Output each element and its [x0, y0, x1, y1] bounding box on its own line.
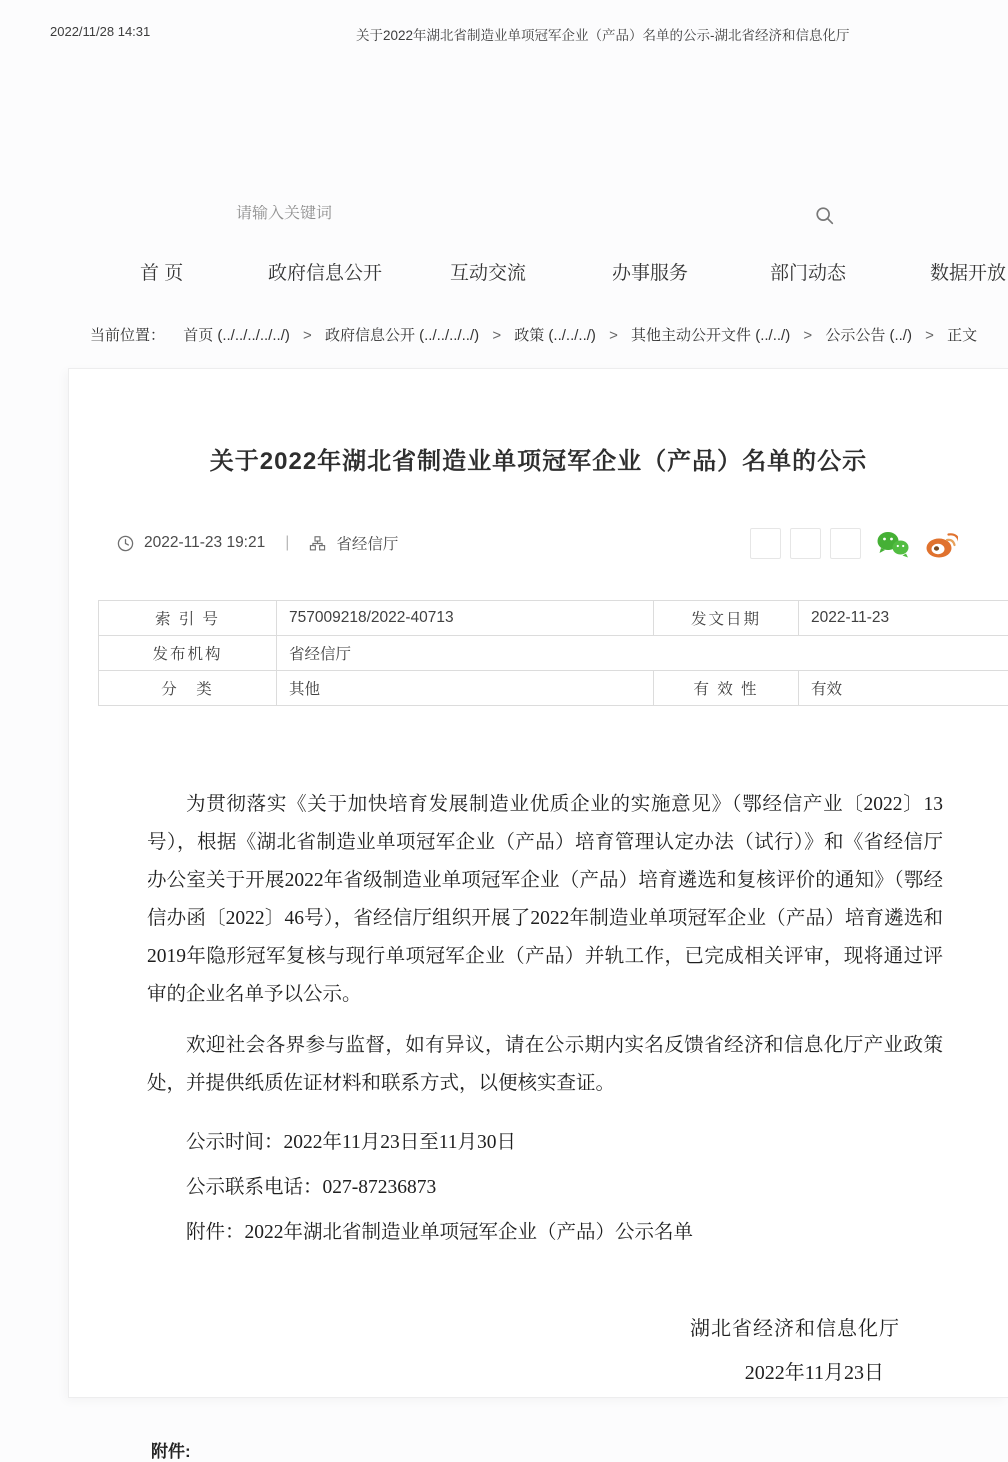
table-row — [99, 636, 1008, 671]
signature-date: 2022年11月23日 — [69, 1356, 1008, 1385]
article-meta — [117, 532, 398, 554]
breadcrumb-separator: > — [303, 327, 312, 344]
print-header — [0, 24, 1008, 44]
article-meta-row — [117, 528, 958, 562]
document-info-table — [98, 600, 1008, 706]
breadcrumb-separator: > — [803, 327, 812, 344]
breadcrumb-gov-info[interactable]: 政府信息公开 (../../../../) — [325, 327, 479, 344]
breadcrumb-separator: > — [609, 327, 618, 344]
category-label: 分 类 — [99, 671, 277, 706]
org-icon — [309, 535, 326, 552]
weibo-icon — [925, 529, 958, 559]
nav-item-interaction[interactable]: 互动交流 — [450, 258, 526, 285]
main-nav — [0, 258, 1008, 288]
publish-time-line: 公示时间：2022年11月23日至11月30日 — [147, 1124, 943, 1162]
clock-icon — [117, 535, 134, 552]
publish-source: 省经信厅 — [336, 532, 398, 554]
meta-separator: | — [285, 534, 289, 552]
table-row — [99, 601, 1008, 636]
signature-org: 湖北省经济和信息化厅 — [69, 1312, 1008, 1341]
nav-item-home[interactable]: 首 页 — [140, 258, 183, 285]
signature-block — [69, 1312, 1008, 1385]
nav-item-services[interactable]: 办事服务 — [612, 258, 688, 285]
wechat-share-button[interactable] — [875, 529, 911, 559]
search-bar — [218, 196, 858, 236]
attachment-line: 附件：2022年湖北省制造业单项冠军企业（产品）公示名单 — [147, 1214, 943, 1252]
validity-value: 有效 — [799, 671, 1008, 706]
search-button[interactable] — [814, 205, 836, 227]
attachment-section-label: 附件: — [151, 1437, 1008, 1462]
share-placeholder-button[interactable] — [750, 528, 781, 559]
paragraph: 欢迎社会各界参与监督，如有异议，请在公示期内实名反馈省经济和信息化厅产业政策处，并提供纸质佐证材料和联系方式，以便核实查证。 — [147, 1027, 943, 1103]
publisher-value: 省经信厅 — [277, 636, 1008, 671]
search-input[interactable] — [236, 205, 776, 223]
breadcrumb — [90, 324, 1004, 345]
nav-item-open-data[interactable]: 数据开放 — [930, 258, 1006, 285]
search-icon — [814, 205, 836, 227]
wechat-icon — [875, 529, 911, 559]
index-number-value: 757009218/2022-40713 — [277, 601, 654, 636]
weibo-share-button[interactable] — [925, 529, 958, 559]
article-card — [68, 368, 1008, 1398]
validity-label: 有 效 性 — [654, 671, 799, 706]
breadcrumb-current: 正文 — [947, 327, 977, 344]
publish-datetime: 2022-11-23 19:21 — [144, 534, 265, 552]
article-title: 关于2022年湖北省制造业单项冠军企业（产品）名单的公示 — [69, 441, 1008, 476]
breadcrumb-home[interactable]: 首页 (../../../../../) — [183, 327, 290, 344]
breadcrumb-separator: > — [492, 327, 501, 344]
issue-date-value: 2022-11-23 — [799, 601, 1008, 636]
share-toolbar — [741, 528, 958, 559]
print-header-datetime: 2022/11/28 14:31 — [50, 24, 150, 39]
table-row — [99, 671, 1008, 706]
breadcrumb-announcements[interactable]: 公示公告 (../) — [825, 327, 912, 344]
index-number-label: 索 引 号 — [99, 601, 277, 636]
nav-item-dept-news[interactable]: 部门动态 — [770, 258, 846, 285]
paragraph: 为贯彻落实《关于加快培育发展制造业优质企业的实施意见》（鄂经信产业〔2022〕13号），根据《湖北省制造业单项冠军企业（产品）培育管理认定办法（试行）》和《省经信厅办公室关于开展2022年省级制造业单项冠军企业（产品）培育遴选和复核评价的通知》（鄂经信办函〔2022〕46号），省经信厅组织开展了2022年制造业单项冠军企业（产品）培育遴选和2019年隐形冠军复核与现行单项冠军企业（产品）并轨工作，已完成相关评审，现将通过评审的企业名单予以公示。 — [147, 786, 943, 1014]
category-value: 其他 — [277, 671, 654, 706]
issue-date-label: 发文日期 — [654, 601, 799, 636]
print-header-page-title: 关于2022年湖北省制造业单项冠军企业（产品）名单的公示-湖北省经济和信息化厅 — [356, 24, 850, 44]
contact-phone-line: 公示联系电话：027-87236873 — [147, 1169, 943, 1207]
breadcrumb-policy[interactable]: 政策 (../../../) — [514, 327, 596, 344]
nav-item-gov-info[interactable]: 政府信息公开 — [268, 258, 382, 285]
breadcrumb-other-open-docs[interactable]: 其他主动公开文件 (../../) — [631, 327, 790, 344]
share-placeholder-button[interactable] — [790, 528, 821, 559]
breadcrumb-label: 当前位置： — [90, 327, 165, 344]
share-placeholder-button[interactable] — [830, 528, 861, 559]
publisher-label: 发布机构 — [99, 636, 277, 671]
article-body — [147, 786, 943, 1252]
breadcrumb-separator: > — [925, 327, 934, 344]
